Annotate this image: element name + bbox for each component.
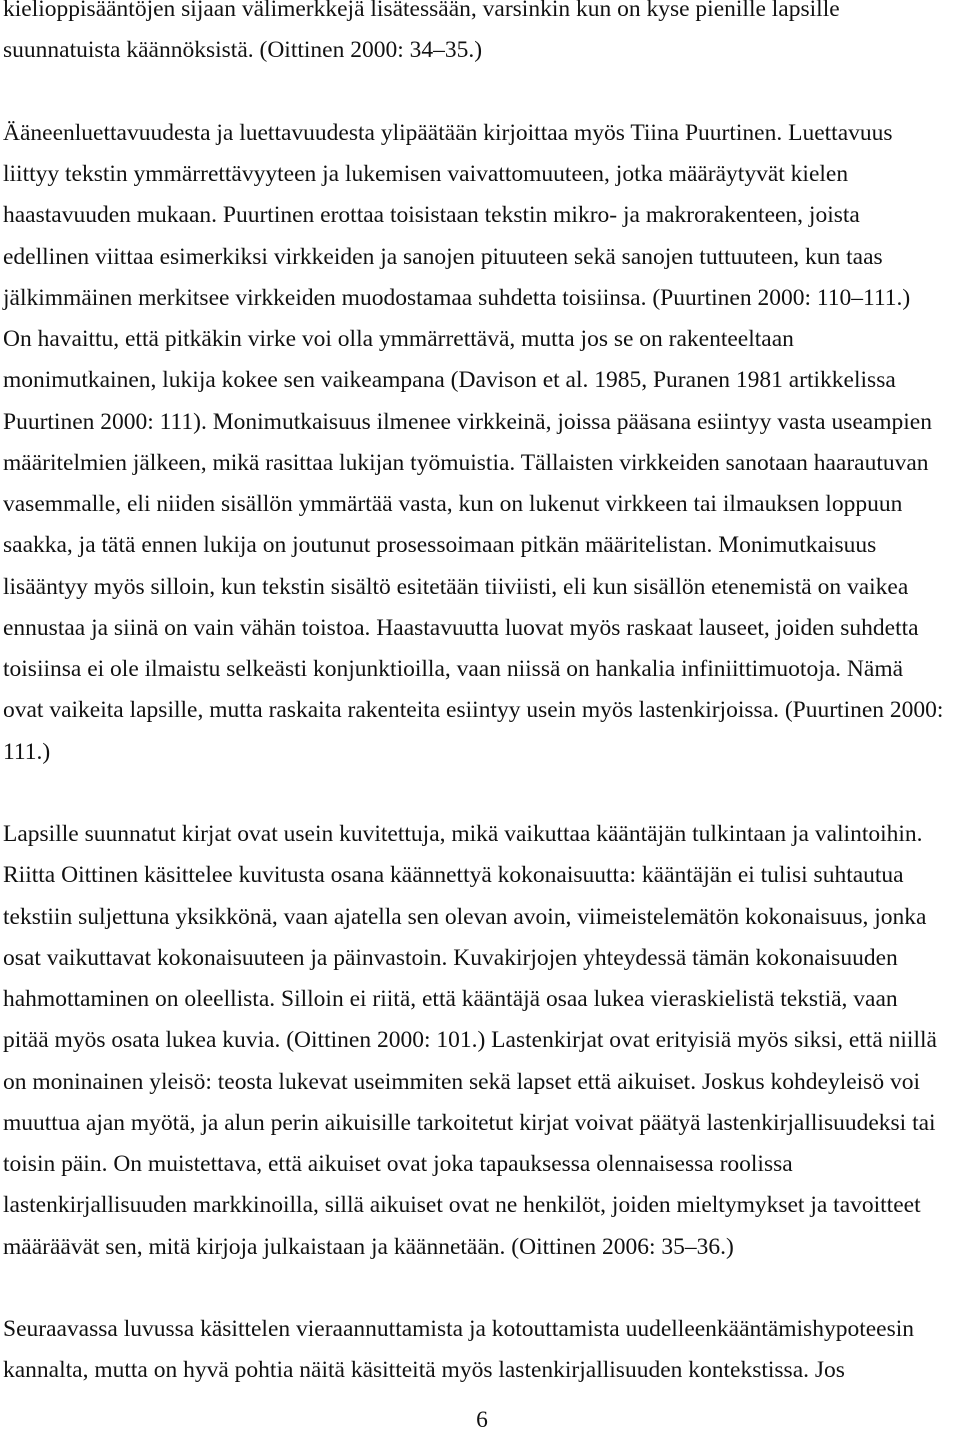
text-line: pitää myös osata lukea kuvia. (Oittinen 2000: 101.) Lastenkirjat ovat erityisiä myös siksi, että niillä [3, 1027, 937, 1054]
paragraph [0, 119, 960, 784]
text-line: 111.) [3, 738, 51, 765]
paragraph [0, 821, 960, 1279]
text-line: lisääntyy myös silloin, kun tekstin sisältö esitetään tiiviisti, eli kun sisällön etenemistä on vaikea [3, 573, 909, 600]
text-line: suunnatuista käännöksistä. (Oittinen 2000: 34–35.) [3, 37, 483, 64]
text-line: saakka, ja tätä ennen lukija on joutunut prosessoimaan pitkän määritelistan. Monimutkaisuus [3, 532, 877, 559]
text-line: jälkimmäinen merkitsee virkkeiden muodostamaa suhdetta toisiinsa. (Puurtinen 2000: 110–111.) [3, 284, 911, 311]
text-line: liittyy tekstin ymmärrettävyyteen ja lukemisen vaivattomuuteen, jotka määräytyvät kielen [3, 161, 849, 187]
text-line: haastavuuden mukaan. Puurtinen erottaa toisistaan tekstin mikro- ja makrorakenteen, joista [3, 202, 860, 229]
text-line: kielioppisääntöjen sijaan välimerkkejä lisätessään, varsinkin kun on kyse pienille lapsille [3, 0, 840, 22]
text-line: edellinen viittaa esimerkiksi virkkeiden ja sanojen pituuteen sekä sanojen tuttuuteen, kun taas [3, 243, 883, 270]
text-line: hahmottaminen on oleellista. Silloin ei riitä, että kääntäjä osaa lukea vieraskielistä tekstiä, vaan [3, 986, 898, 1012]
text-line: Seuraavassa luvussa käsittelen vieraannuttamista ja kotouttamista uudelleenkääntämishypoteesin [3, 1316, 915, 1342]
text-line: kannalta, mutta on hyvä pohtia näitä käsitteitä myös lastenkirjallisuuden kontekstissa. Jos [3, 1357, 845, 1384]
text-line: ennustaa ja siinä on vain vähän toistoa. Haastavuutta luovat myös raskaat lauseet, joiden suhdetta [3, 614, 919, 641]
text-line: toisiinsa ei ole ilmaistu selkeästi konjunktioilla, vaan niissä on hankalia infiniittimuotoja. Nämä [3, 656, 904, 682]
text-line: monimutkainen, lukija kokee sen vaikeampana (Davison et al. 1985, Puranen 1981 artikkelissa [3, 367, 896, 394]
text-line: määräävät sen, mitä kirjoja julkaistaan ja käännetään. (Oittinen 2006: 35–36.) [3, 1233, 734, 1260]
text-line: lastenkirjallisuuden markkinoilla, sillä aikuiset ovat ne henkilöt, joiden mieltymykset ja tavoitteet [3, 1192, 921, 1219]
paragraph-gap [0, 83, 960, 124]
paragraph [0, 0, 960, 83]
text-line: Riitta Oittinen käsittelee kuvitusta osana käännettyä kokonaisuutta: kääntäjän ei tulisi suhtautua [3, 862, 904, 889]
page-number: 6 [476, 1407, 488, 1433]
text-line: on moninainen yleisö: teosta lukevat useimmiten sekä lapset että aikuiset. Joskus kohdeyleisö voi [3, 1068, 920, 1095]
paragraph [0, 1316, 960, 1403]
text-line: ovat vaikeita lapsille, mutta raskaita rakenteita esiintyy usein myös lastenkirjoissa. (Puurtinen 2000: [3, 697, 944, 724]
text-line: On havaittu, että pitkäkin virke voi olla ymmärrettävä, mutta jos se on rakenteeltaan [3, 326, 794, 352]
paragraph-gap [0, 784, 960, 825]
text-line: määritelmien jälkeen, mikä rasittaa lukijan työmuistia. Tällaisten virkkeiden sanotaan haarautuvan [3, 449, 929, 476]
text-line: toisin päin. On muistettava, että aikuiset ovat joka tapauksessa olennaisessa roolissa [3, 1151, 793, 1177]
text-line: tekstiin suljettuna yksikkönä, vaan ajatella sen olevan avoin, viimeistelemätön kokonaisuus, jonka [3, 903, 927, 930]
text-line: vasemmalle, eli niiden sisällön ymmärtää vasta, kun on lukenut virkkeen tai ilmauksen loppuun [3, 491, 903, 517]
text-line: Ääneenluettavuudesta ja luettavuudesta ylipäätään kirjoittaa myös Tiina Puurtinen. Luettavuus [3, 119, 893, 146]
text-line: osat vaikuttavat kokonaisuuteen ja päinvastoin. Kuvakirjojen yhteydessä tämän kokonaisuuden [3, 944, 898, 971]
text-line: muuttua ajan myötä, ja alun perin aikuisille tarkoitetut kirjat voivat päätyä lastenkirjallisuudeksi tai [3, 1109, 936, 1136]
text-line: Puurtinen 2000: 111). Monimutkaisuus ilmenee virkkeinä, joissa pääsana esiintyy vasta useampien [3, 408, 932, 435]
text-line: Lapsille suunnatut kirjat ovat usein kuvitettuja, mikä vaikuttaa kääntäjän tulkintaan ja valintoihin. [3, 821, 923, 847]
paragraph-gap [0, 1279, 960, 1320]
